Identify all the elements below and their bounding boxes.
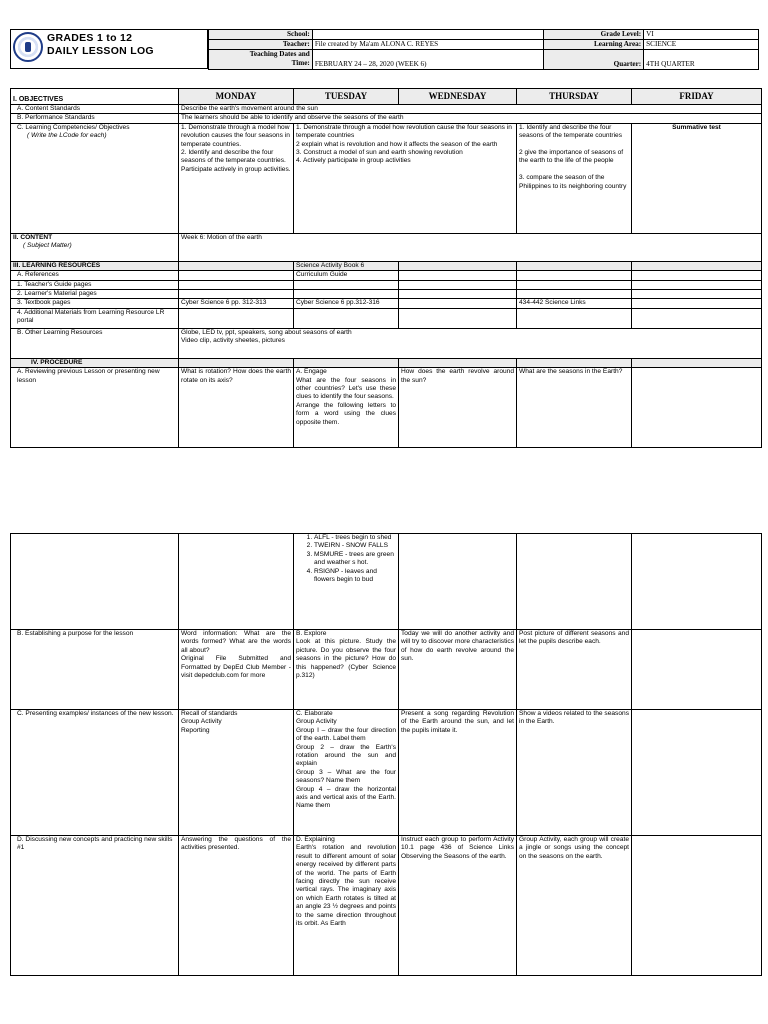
am-fri — [632, 308, 762, 328]
teacher-label: Teacher: — [209, 40, 313, 50]
discussing-friday — [632, 836, 762, 976]
continued-label — [11, 534, 179, 630]
day-tuesday: TUESDAY — [294, 89, 399, 105]
discussing-thursday: Group Activity, each group will create a jingle or songs using the concept on the seasons on the earth. — [517, 836, 632, 976]
lr-wed — [399, 261, 517, 270]
reviewing-monday: What is rotation? How does the earth rotate on its axis? — [179, 368, 294, 448]
page-2 — [0, 530, 768, 1024]
ref-wed — [399, 271, 517, 280]
competencies-friday: Summative test — [632, 123, 762, 233]
proc-tue — [294, 358, 399, 367]
clues-list-cell — [294, 534, 399, 630]
learning-area-label: Learning Area: — [544, 40, 644, 50]
day-thursday: THURSDAY — [517, 89, 632, 105]
proc-thu — [517, 358, 632, 367]
learning-competencies-label — [11, 123, 179, 233]
learning-resources-heading: III. LEARNING RESOURCES — [11, 261, 179, 270]
content-sub: ( Subject Matter) — [23, 242, 72, 250]
purpose-monday: Word information: What are the words formed? What are the words all about? Original File Submitted and Formatted by DepEd Club Member - visit depedclub.com for more — [179, 630, 294, 710]
teaching-dates-label-1: Teaching Dates and — [249, 50, 310, 58]
discussing-label: D. Discussing new concepts and practicing new skills #1 — [11, 836, 179, 976]
grade-level-label: Grade Level: — [544, 30, 644, 40]
content-standards-value: Describe the earth's movement around the sun — [179, 105, 762, 114]
tg-thu — [517, 280, 632, 289]
textbook-pages-label: 3. Textbook pages — [11, 299, 179, 308]
proc-wed — [399, 358, 517, 367]
tg-mon — [179, 280, 294, 289]
clue-item: 3. MSMURE - trees are green and weather s hot. — [314, 551, 396, 568]
learners-material-label: 2. Learner's Material pages — [11, 290, 179, 299]
reviewing-wednesday: How does the earth revolve around the sun? — [399, 368, 517, 448]
content-label — [11, 233, 179, 261]
form-title — [47, 32, 154, 58]
ref-fri — [632, 271, 762, 280]
examples-tuesday: C. Elaborate Group Activity Group I – draw the four direction of the earth. Label them Group 2 – draw the Earth's rotation around the sun and explain Group 3 – What are the four seasons? Name them Group 4 – draw the horizontal axis and vertical axis of the Earth. Name them — [294, 710, 399, 836]
content-standards-label: A. Content Standards — [11, 105, 179, 114]
competencies-tuesday: 1. Demonstrate through a model how revolution cause the four seasons in temperate countries 2 explain what is revolution and how it affects the season of the earth 3. Construct a model of sun and earth showing revolution 4. Actively participate in group activities — [294, 123, 517, 233]
discussing-monday: Answering the questions of the activities presented. — [179, 836, 294, 976]
ref-mon — [179, 271, 294, 280]
tg-tue — [294, 280, 399, 289]
purpose-friday — [632, 630, 762, 710]
learning-competencies-sub: ( Write the LCode for each) — [27, 132, 107, 140]
quarter-value: 4TH QUARTER — [644, 50, 759, 70]
teaching-dates-label-2: Time: — [291, 59, 310, 67]
teachers-guide-label: 1. Teacher's Guide pages — [11, 280, 179, 289]
objectives-heading: I. OBJECTIVES — [11, 89, 179, 105]
lesson-table-page-1 — [10, 88, 762, 448]
day-friday: FRIDAY — [632, 89, 762, 105]
lm-tue — [294, 290, 399, 299]
page-gap — [0, 496, 768, 530]
continued-mon — [179, 534, 294, 630]
lesson-table-page-2 — [10, 533, 762, 976]
am-tue — [294, 308, 399, 328]
discussing-tuesday: D. Explaining Earth's rotation and revolution result to different amount of solar energy received by different parts of the world. The parts of Earth facing directly the sun receive vertical rays. The imaginary axis on which Earth rotates is tilted at an angle 23 ½ degrees and points to the same direction throughout its orbit. As Earth — [294, 836, 399, 976]
clue-item: 1. ALFL - trees begin to shed — [314, 534, 396, 542]
discussing-wednesday: Instruct each group to perform Activity 10.1 page 436 of Science Links Observing the Seasons of the earth. — [399, 836, 517, 976]
competencies-thursday: 1. Identify and describe the four seasons of the temperate countries 2 give the importance of seasons of the earth to the life of the people 3. compare the season of the Philippines to its neighboring country — [517, 123, 632, 233]
purpose-label: B. Establishing a purpose for the lesson — [11, 630, 179, 710]
teacher-value: File created by Ma'am ALONA C. REYES — [312, 40, 544, 50]
examples-wednesday: Present a song regarding Revolution of the Earth around the sun, and let the pupils imitate it. — [399, 710, 517, 836]
am-wed — [399, 308, 517, 328]
teaching-dates-value: FEBRUARY 24 – 28, 2020 (WEEK 6) — [312, 50, 544, 70]
content-title: II. CONTENT — [13, 233, 53, 241]
ref-thu — [517, 271, 632, 280]
examples-thursday: Show a videos related to the seasons in the Earth. — [517, 710, 632, 836]
textbook-mon: Cyber Science 6 pp. 312-313 — [179, 299, 294, 308]
continued-wed — [399, 534, 517, 630]
competencies-monday: 1. Demonstrate through a model how revolution causes the four seasons in temperate countries. 2. Identify and describe the four seasons of the temperate countries. Participate actively in group activities. — [179, 123, 294, 233]
proc-fri — [632, 358, 762, 367]
reviewing-thursday: What are the seasons in the Earth? — [517, 368, 632, 448]
procedure-heading: IV. PROCEDURE — [11, 358, 179, 367]
teaching-dates-label — [209, 50, 313, 70]
clue-item: 2. TWEIRN - SNOW FALLS — [314, 542, 396, 550]
lm-wed — [399, 290, 517, 299]
lr-fri — [632, 261, 762, 270]
header-table — [208, 29, 759, 70]
reviewing-tuesday: A. Engage What are the four seasons in other countries? Let's use these clues to identify the four seasons. Arrange the following letters to form a word using the clues opposite them. — [294, 368, 399, 448]
continued-thu — [517, 534, 632, 630]
clues-list — [296, 534, 396, 584]
examples-label: C. Presenting examples/ instances of the new lesson. — [11, 710, 179, 836]
lr-thu — [517, 261, 632, 270]
school-value — [312, 30, 544, 40]
other-resources-value: Globe, LED tv, ppt, speakers, song about seasons of earth Video clip, activity sheetes, pictures — [179, 328, 762, 358]
reviewing-label: A. Reviewing previous Lesson or presenting new lesson — [11, 368, 179, 448]
am-mon — [179, 308, 294, 328]
form-title-line-2: DAILY LESSON LOG — [47, 45, 154, 57]
continued-fri — [632, 534, 762, 630]
reviewing-friday — [632, 368, 762, 448]
proc-mon — [179, 358, 294, 367]
lr-mon — [179, 261, 294, 270]
tg-wed — [399, 280, 517, 289]
form-title-line-1: GRADES 1 to 12 — [47, 32, 133, 44]
textbook-fri — [632, 299, 762, 308]
lm-fri — [632, 290, 762, 299]
learning-competencies-title: C. Learning Competencies/ Objectives — [17, 123, 130, 131]
textbook-thu: 434-442 Science Links — [517, 299, 632, 308]
learning-area-value: SCIENCE — [644, 40, 759, 50]
lm-thu — [517, 290, 632, 299]
additional-materials-label: 4. Additional Materials from Learning Resource LR portal — [11, 308, 179, 328]
am-thu — [517, 308, 632, 328]
textbook-tue: Cyber Science 6 pp.312-316 — [294, 299, 399, 308]
lm-mon — [179, 290, 294, 299]
page-1 — [0, 0, 768, 496]
performance-standards-label: B. Performance Standards — [11, 114, 179, 123]
references-label: A. References — [11, 271, 179, 280]
tg-fri — [632, 280, 762, 289]
day-monday: MONDAY — [179, 89, 294, 105]
school-label: School: — [209, 30, 313, 40]
grade-level-value: VI — [644, 30, 759, 40]
purpose-tuesday: B. Explore Look at this picture. Study the picture. Do you observe the four seasons in the picture? How do this happened? (Cyber Science p.312) — [294, 630, 399, 710]
examples-monday: Recall of standards Group Activity Reporting — [179, 710, 294, 836]
textbook-wed — [399, 299, 517, 308]
content-value: Week 6: Motion of the earth — [179, 233, 762, 261]
day-wednesday: WEDNESDAY — [399, 89, 517, 105]
performance-standards-value: The learners should be able to identify and observe the seasons of the earth — [179, 114, 762, 123]
quarter-label: Quarter: — [544, 50, 644, 70]
examples-friday — [632, 710, 762, 836]
purpose-wednesday: Today we will do another activity and will try to discover more characteristics of how do earth revolve around the sun. — [399, 630, 517, 710]
purpose-thursday: Post picture of different seasons and let the pupils describe each. — [517, 630, 632, 710]
other-resources-label: B. Other Learning Resources — [11, 328, 179, 358]
ref-tue: Curriculum Guide — [294, 271, 399, 280]
clue-item: 4. RSIGNP - leaves and flowers begin to bud — [314, 568, 396, 585]
lr-tue: Science Activity Book 6 — [294, 261, 399, 270]
deped-seal-icon — [13, 32, 43, 62]
